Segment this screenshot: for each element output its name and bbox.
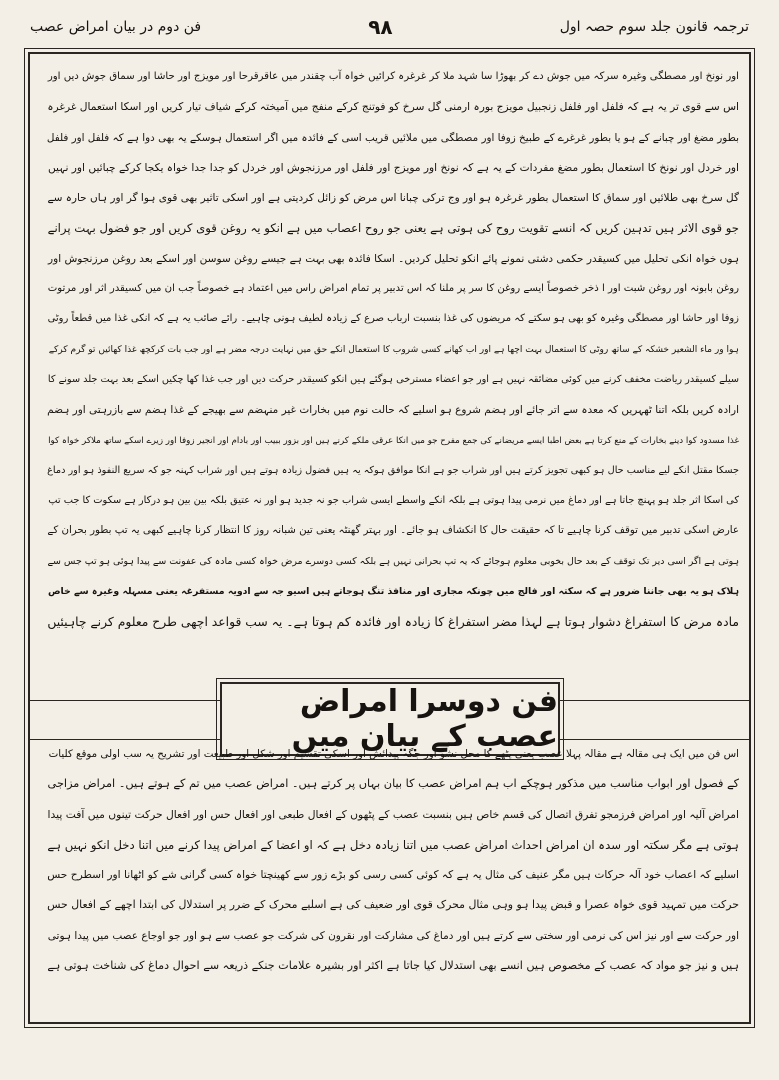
text-line: حرکت میں تمہید قوی خواہ عصرا و قبض پیدا ہو وہی مثال محرک قوی اور ضعیف کی ہے اسلیے محرک کے ضرر پر استدلال کی ابتدا اچھے کے افعال حس [47,898,739,912]
text-line: اس سے قوی تر یہ ہے کہ فلفل اور فلفل زنجبیل مویزج بورہ ارمنی گل سرخ کو فوتنج کرکے منفج میں آمیختہ کرکے شیاف تیار کریں اور اسکا استعمال غرغرہ [47,100,739,114]
text-line: اسلیے کہ اعصاب خود آلہ حرکات ہیں مگر عنیف کی مثال یہ ہے کہ کوئی کسی رسی کو بڑے زور سے کھینچتا خواہ کسی گرانی شے کو اٹھانا اور اسطرح حس [47,868,739,882]
text-line: مادہ مرض کا استفراغ دشوار ہوتا ہے لہذا مضر استفراغ کا زیادہ اور فائدہ کم ہوتا ہے۔ یہ سب قواعد اچھی طرح معلوم کرنے چاہیئیں [47,615,739,630]
text-line: ہوتی ہے مگر سکتہ اور سدہ ان امراض احداث امراض عصب میں اتنا زیادہ دخل ہے کہ او اعضا کے امراض پیدا کرنے میں اتنا دخل انکو نہیں ہے [47,837,739,852]
text-line: ہوں خواہ انکی تحلیل میں کسیقدر حکمی دشتی نمونے پائے انکو تحلیل کردیں۔ اسکا فائدہ بھی بہت ہے جیسے روغن سوسن اور اسکے بعد روغن مرزنجوش اور [48,252,739,265]
page-number: ۹۸ [368,15,393,39]
running-head [30,10,749,44]
running-head-left-title: فن دوم در بیان امراض عصب [30,19,202,35]
text-line: ارادہ کریں بلکہ اتنا ٹھہریں کہ معدہ سے اتر جائے اور ہضم شروع ہو اسلیے کہ حالت نوم میں بخارات غیر منہضم سے بھیجے کے غذا ہضم سے بازرہتی اور ہضم [47,404,739,417]
text-line: کے فصول اور ابواب مناسب میں مذکور ہوچکے اب ہم امراض عصب کا بیان بہاں پر کرتے ہیں۔ امراض عصب میں تم کے ہوتے ہیں۔ امراض مزاجی [47,777,739,791]
text-line: ہیں و نیز جو مواد کہ عصب کے مخصوص ہیں انسے بھی استدلال کیا جاتا ہے اکثر اور بشیرہ علامات جنکے ذریعہ سے احوال دماغ کی شناخت ہوتی ہے [47,959,739,973]
text-line: زوفا اور حاشا اور مصطگی وغیرہ کو بھی ہو سکتے کہ مریضوں کی غذا بنسبت ارباب صرع کے زیادہ لطیف ہونی چاہیے۔ رائے صائب یہ ہے کہ انکی غذا میں قطعاً روٹی [47,313,739,325]
text-line: گل سرخ بھی طلائیں اور سماق کا استعمال بطور غرغرہ ہو اور وج ترکی چبانا اس مرض کو زائل کردیتی ہے اور اسکی تاثیر بھی قوی ہوا گر اور ہاں حارہ سے [47,192,739,205]
section-heading: فن دوسرا امراض عصب کے بیان میں [220,682,560,756]
text-line: اس فن میں ایک ہی مقالہ ہے مقالہ پہلا عصب یعنی پٹھے کا محل نشو اور جگہ پیدائش اور اسکی تقسیم اور شکل اور طبیعت اور تشریح یہ سب اولی موقع کلیات [48,748,739,760]
text-line: ہوا ور ماء الشعیر خشکہ کے ساتھ روٹی کا استعمال بہت اچھا ہے اور اب کھانے کسی شروب کا استعمال انکے حق میں نہایت درجہ مضر ہے اور جب بات کرکچھ غذا کھائیں تو گرم کرکے [48,344,739,355]
text-line: روغن بابونہ اور روغن شبت اور ا ذخر خصوصاً ایسے روغن کا سر پر ملنا کہ اس تدبیر پر تمام امراض راس میں اعتماد ہے خصوصاً جب ان میں کسیقدر اثر اور مرتوت [47,283,739,295]
text-line: امراض آلیہ اور امراض فرزمجو تفرق اتصال کی قسم خاص ہیں بنسبت عصب کے پٹھوں کے افعال طبعی اور افعال حس اور افعال حرکت تینوں میں آفت پیدا [47,807,739,821]
text-line: کی اسکا اثر جلد ہو پہنچ جاتا ہے اور دماغ میں نرمی پیدا ہوتی ہے بلکہ انکے واسطے ایسی شراب جو نہ جدید ہو اور نہ عتیق بلکہ بین بین ہو درکار ہے سکوت کا جب تپ [48,495,739,507]
text-line: ہوتی ہے اگر اسی دیر تک توقف کے بعد حال بخوبی معلوم ہوجائے کہ یہ تپ بحرانی نہیں ہے بلکہ کسی دوسرے مرض خواہ کسی مادہ کی عفونت سے پیدا ہوئی ہو تپ جس سے [47,555,739,567]
text-line: عارض اسکی تدبیر میں توقف کرنا چاہیے تا کہ حقیقت حال کا انکشاف ہو جائے۔ اور بہتر گھنٹہ یعنی تین شبانہ روز کا انتظار کرنا چاہیے کبھی یہ تپ بطور بحران کے [47,525,739,537]
text-line: اور خردل اور نونخ کا استعمال بطور مضغ مفردات کے یہ ہے کہ نونخ اور مویزج اور فلفل اور مرزنجوش اور خردل کو جدا جدا خواہ یکجا کرکے چبائیں اور نہیں [47,160,739,174]
upper-text-block [40,62,739,698]
running-head-right-title: ترجمہ قانون جلد سوم حصہ اول [559,19,749,35]
text-line: اور حرکت سے اور نیز اس کی نرمی اور سختی سے کرتے ہیں اور دماغ کی مشارکت اور نقرون کی شرکت جو عصب سے ہو اور جو اوجاع عصب میں پیدا ہوتی [47,929,739,942]
text-line: ہلاک ہو یہ بھی جاننا ضرور ہے کہ سکتہ اور فالج میں چونکہ مجاری اور منافذ تنگ ہوجاتے ہیں اسیو جہ سے ادویہ مستفرغہ یعنی مسہلہ وغیرہ سے خاص [47,586,739,598]
text-line: بطور مضغ اور چبانے کے ہو یا بطور غرغرے کے طبیخ زوفا اور مصطگی میں ملائیں قریب اسی کے فائدہ میں اگر استعمال ہوسکے یہ بھی دوا ہے کہ فلفل اور فلفل [46,131,739,144]
text-line: سیلے کسیقدر ریاضت مخفف کرنے میں کوئی مضائقہ نہیں ہے اور جو اعضاء مسترخی ہوگئے ہیں انکو کسیقدر حرکت دیں اور جب غذا کھا چکیں اسکے بعد بہت جلد سونے کا [47,373,739,385]
text-line: اور نونخ اور مصطگی وغیرہ سرکہ میں جوش دے کر بھوڑا سا شہد ملا کر غرغرہ کرائیں خواہ آب چقندر میں عاقرقرحا اور مویزج اور حاشا اور سماق جوش دیں اور [47,71,739,82]
text-line: غذا مسدود کوا دینے بخارات کے منع کرتا ہے بعض اطبا ایسے مریضانے کی جمع مفرح جو میں انکا عرقی ملکے کرنے ہیں اور بزور ببیب اور بادام اور انجیر زوفا اور زیرے اسکے ساتھ ملاکر خواہ کوا [48,435,739,446]
page-frame [28,52,751,1024]
text-line: جو قوی الاثر ہیں تدہین کریں کہ انسے تقویت روح کی ہوتی ہے یعنی جو روح اعصاب میں ہے انکو یہ روغن قوی کریں اور جو فضول بہت پرانے [47,221,739,236]
text-line: جسکا مقتل انکے لیے مناسب حال ہو کبھی تجویز کرتے ہیں اور شراب جو ہے انکا موافق ہوکہ یہ ہیں فضول زیادہ ہوتے ہیں اور شراب کہنہ جو کہ سریع النفوذ ہو اور دماغ [47,464,739,476]
lower-text-block [40,739,739,1011]
